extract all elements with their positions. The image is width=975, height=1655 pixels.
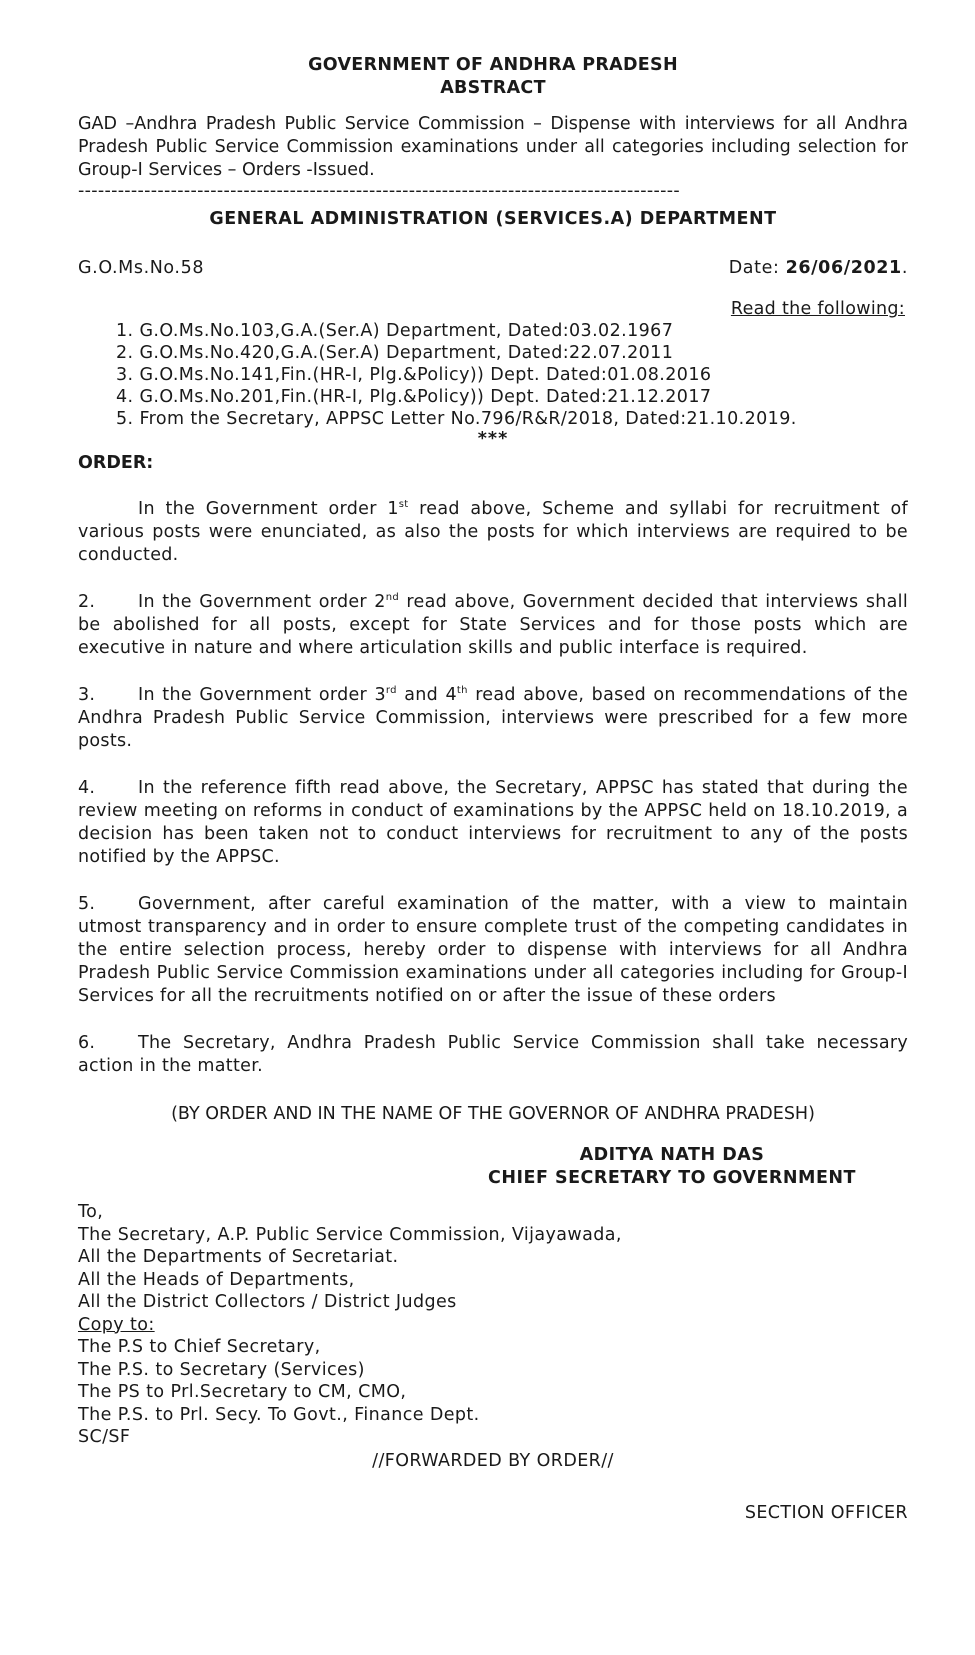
paragraph-text: In the Government order 3 (138, 685, 386, 705)
order-paragraph-3 (78, 684, 908, 753)
copy-line: The P.S to Chief Secretary, (78, 1337, 321, 1357)
government-title: GOVERNMENT OF ANDHRA PRADESH (308, 55, 678, 75)
paragraph-text: read above, Government decided that interviews shall be abolished for all posts, except for State Services and for those posts which are executive in nature and where articulation skills and public interface is required. (78, 592, 908, 658)
department-title: GENERAL ADMINISTRATION (SERVICES.A) DEPARTMENT (209, 209, 777, 229)
superscript: rd (385, 685, 397, 697)
reference-item: 3. G.O.Ms.No.141,Fin.(HR-I, Plg.&Policy)) Dept. Dated:01.08.2016 (116, 365, 712, 385)
superscript: th (456, 685, 468, 697)
recipient-line: All the Heads of Departments, (78, 1269, 355, 1290)
paragraph-number: 5. (78, 894, 96, 914)
copy-line: SC/SF (78, 1427, 131, 1447)
recipient-line: The Secretary, A.P. Public Service Commission, Vijayawada, (78, 1224, 622, 1245)
section-officer: SECTION OFFICER (744, 1502, 908, 1523)
document-header (78, 54, 908, 100)
copy-line: The P.S. to Secretary (Services) (78, 1359, 365, 1380)
by-order-line: (BY ORDER AND IN THE NAME OF THE GOVERNOR OF ANDHRA PRADESH) (171, 1104, 815, 1124)
paragraph-text: Government, after careful examination of the matter, with a view to maintain utmost transparency and in order to ensure complete trust of the competing candidates in the entire selection process, hereby order to dispense with interviews for all Andhra Pradesh Public Service Commission examinations under all categories including for Group-I Services for all the recruitments notified on or after the issue of these orders (78, 894, 908, 1006)
abstract-title: ABSTRACT (440, 78, 546, 98)
references-list (78, 320, 908, 430)
paragraph-text: In the reference fifth read above, the Secretary, APPSC has stated that during the review meeting on reforms in conduct of examinations by the APPSC held on 18.10.2019, a decision has been taken not to conduct interviews for recruitment to any of the posts notified by the APPSC. (78, 778, 908, 867)
go-number: G.O.Ms.No.58 (78, 258, 205, 278)
copy-to-label: Copy to: (78, 1314, 155, 1335)
government-order-document (78, 48, 908, 1524)
superscript: st (398, 499, 409, 511)
reference-item: 5. From the Secretary, APPSC Letter No.796/R&R/2018, Dated:21.10.2019. (116, 409, 797, 429)
paragraph-text: In the Government order 2 (138, 592, 386, 612)
distribution-block (78, 1201, 908, 1449)
paragraph-text: read above, Scheme and syllabi for recruitment of various posts were enunciated, as also the posts for which interviews are required to be conducted. (78, 499, 909, 565)
paragraph-number: 6. (78, 1033, 96, 1053)
date-label: Date: (728, 258, 786, 278)
separator-stars: *** (477, 429, 509, 449)
copy-line: The PS to Prl.Secretary to CM, CMO, (78, 1382, 407, 1402)
order-paragraph-2 (78, 591, 908, 660)
signatory-block (78, 1144, 908, 1190)
reference-item: 4. G.O.Ms.No.201,Fin.(HR-I, Plg.&Policy)) Dept. Dated:21.12.2017 (116, 387, 712, 407)
to-label: To, (78, 1202, 104, 1222)
go-number-row (78, 257, 908, 279)
date-suffix: . (901, 258, 908, 278)
copy-line: The P.S. to Prl. Secy. To Govt., Finance Dept. (78, 1404, 480, 1425)
forwarded-by-order: //FORWARDED BY ORDER// (372, 1450, 614, 1471)
paragraph-number: 3. (78, 685, 96, 705)
order-paragraph-4 (78, 777, 908, 869)
recipient-line: All the Departments of Secretariat. (78, 1247, 399, 1267)
separator-line: ------------------------------------------------------------------------------------------- (78, 182, 680, 200)
subject-text: GAD –Andhra Pradesh Public Service Commission – Dispense with interviews for all Andhra Pradesh Public Service Commission examinations under all categories including selection for Group-I Services – Orders -Issued. (78, 114, 908, 180)
recipient-line: All the District Collectors / District Judges (78, 1292, 457, 1312)
signatory-designation: CHIEF SECRETARY TO GOVERNMENT (488, 1168, 856, 1188)
paragraph-text: In the Government order 1 (138, 499, 399, 519)
go-date (729, 257, 908, 279)
paragraph-number: 4. (78, 778, 96, 798)
signatory-name: ADITYA NATH DAS (579, 1145, 765, 1165)
date-value: 26/06/2021 (785, 258, 902, 278)
order-heading: ORDER: (78, 453, 154, 473)
superscript: nd (385, 592, 400, 604)
paragraph-number: 2. (78, 592, 96, 612)
order-paragraph-6 (78, 1032, 908, 1078)
read-following-heading: Read the following: (730, 299, 905, 319)
order-paragraph-5 (78, 893, 908, 1008)
paragraph-text: read above, based on recommendations of the Andhra Pradesh Public Service Commission, interviews were prescribed for a few more posts. (78, 685, 909, 751)
reference-item: 2. G.O.Ms.No.420,G.A.(Ser.A) Department, Dated:22.07.2011 (116, 343, 674, 363)
reference-item: 1. G.O.Ms.No.103,G.A.(Ser.A) Department, Dated:03.02.1967 (116, 321, 674, 341)
paragraph-text: and 4 (396, 685, 457, 705)
order-paragraph-1 (78, 498, 908, 567)
paragraph-text: The Secretary, Andhra Pradesh Public Service Commission shall take necessary action in the matter. (78, 1033, 908, 1076)
